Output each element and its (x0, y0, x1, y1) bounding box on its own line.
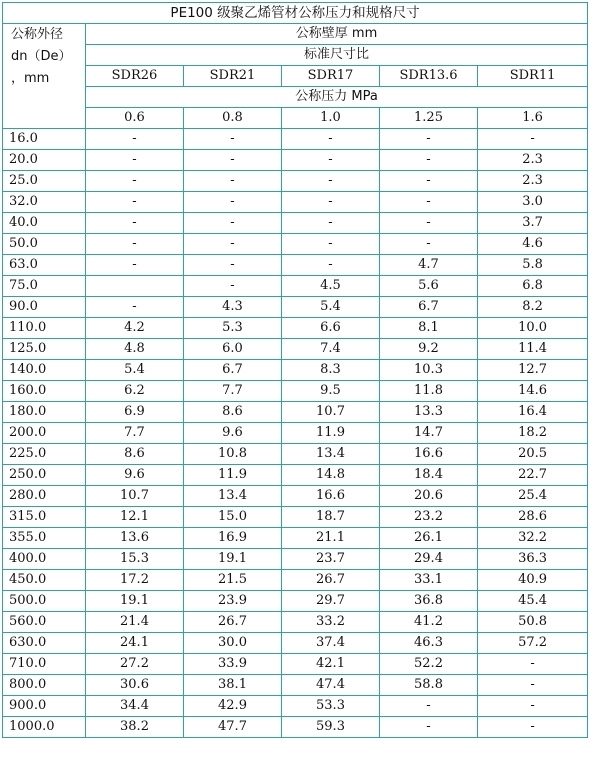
outer-diameter-cell: 280.0 (3, 486, 86, 507)
outer-diameter-cell: 75.0 (3, 276, 86, 297)
wall-thickness-cell: 24.1 (86, 633, 184, 654)
pressure-value: 0.8 (184, 108, 282, 129)
wall-thickness-cell: 2.3 (478, 150, 588, 171)
outer-diameter-cell: 250.0 (3, 465, 86, 486)
outer-diameter-cell: 1000.0 (3, 717, 86, 738)
sdr-label: SDR26 (86, 66, 184, 87)
wall-thickness-cell: 14.7 (380, 423, 478, 444)
table-row (3, 570, 588, 591)
table-row (3, 255, 588, 276)
corner-line: dn（De） (11, 49, 72, 64)
table-row (3, 507, 588, 528)
wall-thickness-cell: 23.7 (282, 549, 380, 570)
wall-thickness-cell: - (184, 276, 282, 297)
outer-diameter-cell: 140.0 (3, 360, 86, 381)
wall-thickness-cell: 13.3 (380, 402, 478, 423)
wall-thickness-cell: - (478, 696, 588, 717)
wall-thickness-cell: 6.9 (86, 402, 184, 423)
wall-thickness-cell: - (380, 129, 478, 150)
wall-thickness-cell: 16.9 (184, 528, 282, 549)
wall-thickness-cell: 27.2 (86, 654, 184, 675)
outer-diameter-cell: 16.0 (3, 129, 86, 150)
wall-thickness-cell: 10.8 (184, 444, 282, 465)
table-row (3, 423, 588, 444)
wall-thickness-cell: 14.8 (282, 465, 380, 486)
wall-thickness-cell: 33.9 (184, 654, 282, 675)
table-row (3, 381, 588, 402)
wall-thickness-cell: 13.4 (282, 444, 380, 465)
wall-thickness-cell: - (184, 150, 282, 171)
wall-thickness-cell: - (282, 213, 380, 234)
wall-thickness-cell: - (282, 192, 380, 213)
outer-diameter-cell: 125.0 (3, 339, 86, 360)
sdr-label: SDR21 (184, 66, 282, 87)
wall-thickness-cell: - (86, 255, 184, 276)
wall-thickness-cell: - (86, 297, 184, 318)
wall-thickness-cell: 22.7 (478, 465, 588, 486)
wall-thickness-cell: 46.3 (380, 633, 478, 654)
outer-diameter-cell: 180.0 (3, 402, 86, 423)
wall-thickness-cell: - (380, 192, 478, 213)
table-row (3, 360, 588, 381)
wall-thickness-cell: 4.3 (184, 297, 282, 318)
wall-thickness-cell: 28.6 (478, 507, 588, 528)
wall-thickness-cell: 36.3 (478, 549, 588, 570)
outer-diameter-cell: 20.0 (3, 150, 86, 171)
wall-thickness-cell: - (380, 234, 478, 255)
wall-thickness-cell: 29.7 (282, 591, 380, 612)
wall-thickness-cell: 50.8 (478, 612, 588, 633)
outer-diameter-cell: 32.0 (3, 192, 86, 213)
wall-thickness-cell: 26.7 (282, 570, 380, 591)
wall-thickness-cell: 12.7 (478, 360, 588, 381)
wall-thickness-cell: 5.4 (282, 297, 380, 318)
table-row (3, 150, 588, 171)
wall-thickness-cell: 4.8 (86, 339, 184, 360)
outer-diameter-cell: 50.0 (3, 234, 86, 255)
table-row (3, 213, 588, 234)
wall-thickness-cell: 11.9 (282, 423, 380, 444)
table-row (3, 717, 588, 738)
wall-thickness-cell: - (184, 255, 282, 276)
wall-thickness-cell: 15.0 (184, 507, 282, 528)
wall-thickness-cell: - (478, 129, 588, 150)
wall-thickness-cell: 52.2 (380, 654, 478, 675)
table-row (3, 675, 588, 696)
wall-thickness-cell: - (380, 213, 478, 234)
wall-thickness-cell: 8.6 (86, 444, 184, 465)
pressure-value: 0.6 (86, 108, 184, 129)
wall-thickness-cell: - (184, 171, 282, 192)
table-title: PE100 级聚乙烯管材公称压力和规格尺寸 (3, 3, 588, 24)
wall-thickness-cell: 8.3 (282, 360, 380, 381)
wall-thickness-cell: - (380, 696, 478, 717)
wall-thickness-cell: 8.6 (184, 402, 282, 423)
outer-diameter-cell: 450.0 (3, 570, 86, 591)
wall-thickness-cell: 26.7 (184, 612, 282, 633)
wall-thickness-cell: - (86, 234, 184, 255)
wall-thickness-cell: 6.2 (86, 381, 184, 402)
pe100-spec-table (2, 2, 588, 738)
wall-thickness-cell: 5.4 (86, 360, 184, 381)
wall-thickness-cell: 11.9 (184, 465, 282, 486)
sdr-label: SDR11 (478, 66, 588, 87)
wall-thickness-cell: - (380, 717, 478, 738)
wall-thickness-cell: 59.3 (282, 717, 380, 738)
wall-thickness-cell: - (86, 192, 184, 213)
wall-thickness-cell: - (86, 129, 184, 150)
outer-diameter-cell: 355.0 (3, 528, 86, 549)
wall-thickness-cell: 18.4 (380, 465, 478, 486)
wall-thickness-cell: - (184, 192, 282, 213)
wall-thickness-cell: 4.7 (380, 255, 478, 276)
header-row-sdr (3, 45, 588, 66)
wall-thickness-cell: 10.0 (478, 318, 588, 339)
sdr-label: SDR13.6 (380, 66, 478, 87)
outer-diameter-cell: 630.0 (3, 633, 86, 654)
wall-thickness-cell: 11.4 (478, 339, 588, 360)
wall-thickness-cell: 5.8 (478, 255, 588, 276)
table-row (3, 318, 588, 339)
wall-thickness-cell: 23.2 (380, 507, 478, 528)
wall-thickness-cell: 8.1 (380, 318, 478, 339)
wall-thickness-cell: 18.7 (282, 507, 380, 528)
pressure-value: 1.6 (478, 108, 588, 129)
wall-thickness-cell: 12.1 (86, 507, 184, 528)
outer-diameter-cell: 63.0 (3, 255, 86, 276)
wall-thickness-cell: 33.2 (282, 612, 380, 633)
wall-thickness-cell: 29.4 (380, 549, 478, 570)
table-row (3, 549, 588, 570)
wall-thickness-cell: - (86, 213, 184, 234)
wall-thickness-cell: 34.4 (86, 696, 184, 717)
pressures-row (3, 108, 588, 129)
outer-diameter-header (3, 24, 86, 129)
outer-diameter-cell: 160.0 (3, 381, 86, 402)
title-row (3, 3, 588, 24)
table-row (3, 171, 588, 192)
outer-diameter-cell: 500.0 (3, 591, 86, 612)
wall-thickness-cell: - (282, 171, 380, 192)
wall-thickness-cell: - (282, 150, 380, 171)
pressure-value: 1.0 (282, 108, 380, 129)
wall-thickness-cell: 16.4 (478, 402, 588, 423)
wall-thickness-cell: 42.9 (184, 696, 282, 717)
wall-thickness-cell: 45.4 (478, 591, 588, 612)
wall-thickness-cell: 41.2 (380, 612, 478, 633)
wall-thickness-cell: 4.5 (282, 276, 380, 297)
outer-diameter-cell: 25.0 (3, 171, 86, 192)
table-row (3, 591, 588, 612)
wall-thickness-cell: 37.4 (282, 633, 380, 654)
wall-thickness-header: 公称壁厚 mm (86, 24, 588, 45)
sdr-labels-row (3, 66, 588, 87)
wall-thickness-cell: 33.1 (380, 570, 478, 591)
table-row (3, 696, 588, 717)
wall-thickness-cell: 57.2 (478, 633, 588, 654)
wall-thickness-cell: 5.3 (184, 318, 282, 339)
wall-thickness-cell: - (380, 150, 478, 171)
outer-diameter-cell: 40.0 (3, 213, 86, 234)
wall-thickness-cell: 2.3 (478, 171, 588, 192)
wall-thickness-cell: 8.2 (478, 297, 588, 318)
outer-diameter-cell: 400.0 (3, 549, 86, 570)
wall-thickness-cell: 6.7 (184, 360, 282, 381)
wall-thickness-cell: 15.3 (86, 549, 184, 570)
wall-thickness-cell: 6.8 (478, 276, 588, 297)
wall-thickness-cell: 10.3 (380, 360, 478, 381)
corner-line: 公称外径 (11, 27, 64, 42)
wall-thickness-cell: 19.1 (86, 591, 184, 612)
wall-thickness-cell: - (478, 654, 588, 675)
wall-thickness-cell: - (282, 129, 380, 150)
wall-thickness-cell: 3.7 (478, 213, 588, 234)
wall-thickness-cell: 30.6 (86, 675, 184, 696)
wall-thickness-cell: - (86, 150, 184, 171)
table-row (3, 654, 588, 675)
wall-thickness-cell: 21.5 (184, 570, 282, 591)
outer-diameter-cell: 200.0 (3, 423, 86, 444)
wall-thickness-cell: 53.3 (282, 696, 380, 717)
wall-thickness-cell: 21.1 (282, 528, 380, 549)
wall-thickness-cell: 13.4 (184, 486, 282, 507)
wall-thickness-cell: 32.2 (478, 528, 588, 549)
wall-thickness-cell: 42.1 (282, 654, 380, 675)
wall-thickness-cell: - (478, 675, 588, 696)
header-row-pressure (3, 87, 588, 108)
outer-diameter-cell: 225.0 (3, 444, 86, 465)
pressure-header: 公称压力 MPa (86, 87, 588, 108)
table-row (3, 234, 588, 255)
wall-thickness-cell: 10.7 (282, 402, 380, 423)
table-row (3, 633, 588, 654)
table-row (3, 486, 588, 507)
wall-thickness-cell: 11.8 (380, 381, 478, 402)
table-row (3, 297, 588, 318)
outer-diameter-cell: 90.0 (3, 297, 86, 318)
wall-thickness-cell: 3.0 (478, 192, 588, 213)
wall-thickness-cell: 19.1 (184, 549, 282, 570)
wall-thickness-cell: 38.1 (184, 675, 282, 696)
wall-thickness-cell: 58.8 (380, 675, 478, 696)
wall-thickness-cell: - (478, 717, 588, 738)
wall-thickness-cell: 36.8 (380, 591, 478, 612)
pressure-value: 1.25 (380, 108, 478, 129)
wall-thickness-cell: - (184, 234, 282, 255)
table-body (3, 3, 588, 738)
wall-thickness-cell: 26.1 (380, 528, 478, 549)
wall-thickness-cell (86, 276, 184, 297)
wall-thickness-cell: 9.5 (282, 381, 380, 402)
table-row (3, 465, 588, 486)
wall-thickness-cell: 38.2 (86, 717, 184, 738)
wall-thickness-cell: 10.7 (86, 486, 184, 507)
wall-thickness-cell: 14.6 (478, 381, 588, 402)
outer-diameter-cell: 560.0 (3, 612, 86, 633)
wall-thickness-cell: 16.6 (380, 444, 478, 465)
wall-thickness-cell: - (282, 234, 380, 255)
wall-thickness-cell: - (86, 171, 184, 192)
table-row (3, 528, 588, 549)
wall-thickness-cell: 7.4 (282, 339, 380, 360)
wall-thickness-cell: 4.2 (86, 318, 184, 339)
wall-thickness-cell: 30.0 (184, 633, 282, 654)
wall-thickness-cell: - (380, 171, 478, 192)
wall-thickness-cell: 18.2 (478, 423, 588, 444)
wall-thickness-cell: 9.6 (86, 465, 184, 486)
wall-thickness-cell: 23.9 (184, 591, 282, 612)
wall-thickness-cell: - (282, 255, 380, 276)
wall-thickness-cell: 21.4 (86, 612, 184, 633)
wall-thickness-cell: 9.6 (184, 423, 282, 444)
wall-thickness-cell: 47.4 (282, 675, 380, 696)
wall-thickness-cell: 17.2 (86, 570, 184, 591)
wall-thickness-cell: 20.6 (380, 486, 478, 507)
wall-thickness-cell: 6.7 (380, 297, 478, 318)
outer-diameter-cell: 800.0 (3, 675, 86, 696)
wall-thickness-cell: 20.5 (478, 444, 588, 465)
outer-diameter-cell: 900.0 (3, 696, 86, 717)
wall-thickness-cell: 6.0 (184, 339, 282, 360)
header-row-wall (3, 24, 588, 45)
table-row (3, 444, 588, 465)
wall-thickness-cell: 13.6 (86, 528, 184, 549)
table-row (3, 129, 588, 150)
table-row (3, 612, 588, 633)
wall-thickness-cell: 47.7 (184, 717, 282, 738)
table-row (3, 339, 588, 360)
wall-thickness-cell: 7.7 (86, 423, 184, 444)
table-row (3, 402, 588, 423)
sdr-label: SDR17 (282, 66, 380, 87)
wall-thickness-cell: 4.6 (478, 234, 588, 255)
corner-line: ，mm (11, 71, 50, 86)
outer-diameter-cell: 315.0 (3, 507, 86, 528)
wall-thickness-cell: 6.6 (282, 318, 380, 339)
wall-thickness-cell: 25.4 (478, 486, 588, 507)
outer-diameter-cell: 710.0 (3, 654, 86, 675)
outer-diameter-cell: 110.0 (3, 318, 86, 339)
wall-thickness-cell: 7.7 (184, 381, 282, 402)
wall-thickness-cell: - (184, 213, 282, 234)
wall-thickness-cell: - (184, 129, 282, 150)
wall-thickness-cell: 9.2 (380, 339, 478, 360)
table-row (3, 192, 588, 213)
wall-thickness-cell: 40.9 (478, 570, 588, 591)
wall-thickness-cell: 5.6 (380, 276, 478, 297)
sdr-header: 标准尺寸比 (86, 45, 588, 66)
table-row (3, 276, 588, 297)
wall-thickness-cell: 16.6 (282, 486, 380, 507)
